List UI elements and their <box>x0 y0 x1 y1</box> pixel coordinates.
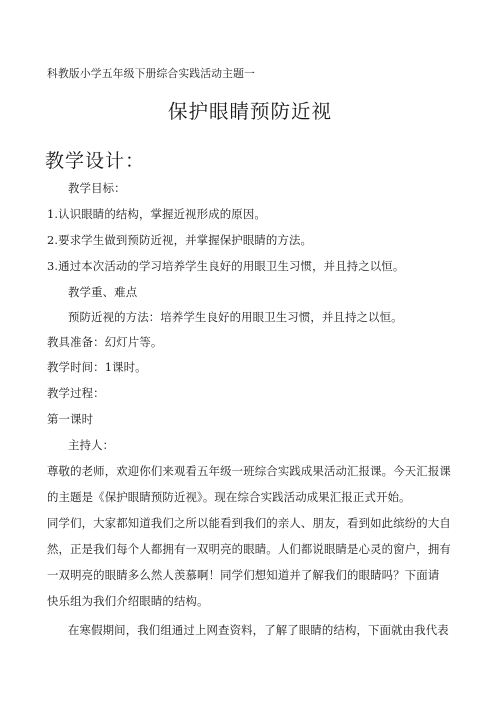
paragraph-line: 在寒假期间，我们组通过上网查资料，了解了眼睛的结构，下面就由我代表 <box>68 623 449 637</box>
lesson-number: 第一课时 <box>47 412 94 426</box>
teaching-aids: 教具准备：幻灯片等。 <box>47 335 163 349</box>
key-points-label: 教学重、难点 <box>68 285 138 299</box>
key-points-text: 预防近视的方法：培养学生良好的用眼卫生习惯，并且持之以恒。 <box>68 310 403 324</box>
section-heading: 教学设计： <box>45 150 146 172</box>
host-label: 主持人： <box>68 438 115 452</box>
paragraph-line: 尊敬的老师，欢迎你们来观看五年级一班综合实践成果活动汇报课。今天汇报课 <box>47 464 451 478</box>
document-title: 保护眼睛预防近视 <box>167 100 332 123</box>
goal-item-1: 1.认识眼睛的结构，掌握近视形成的原因。 <box>47 207 266 221</box>
document-subtitle: 科教版小学五年级下册综合实践活动主题一 <box>47 67 255 80</box>
teaching-time: 教学时间：1课时。 <box>47 360 147 374</box>
teaching-process-label: 教学过程： <box>47 386 105 400</box>
teaching-goals-label: 教学目标： <box>68 181 126 195</box>
paragraph-line: 一双明亮的眼睛多么然人羡慕啊！同学们想知道并了解我们的眼睛吗？下面请 <box>47 568 440 582</box>
paragraph-line: 同学们，大家都知道我们之所以能看到我们的亲人、朋友，看到如此缤纷的大自 <box>47 516 451 530</box>
paragraph-line: 然，正是我们每个人都拥有一双明亮的眼睛。人们都说眼睛是心灵的窗户，拥有 <box>47 542 451 556</box>
goal-item-2: 2.要求学生做到预防近视，并掌握保护眼睛的方法。 <box>47 233 313 247</box>
paragraph-line: 快乐组为我们介绍眼睛的结构。 <box>47 594 209 608</box>
goal-item-3: 3.通过本次活动的学习培养学生良好的用眼卫生习惯，并且持之以恒。 <box>47 259 405 273</box>
paragraph-line: 的主题是《保护眼睛预防近视》。现在综合实践活动成果汇报正式开始。 <box>47 490 411 504</box>
